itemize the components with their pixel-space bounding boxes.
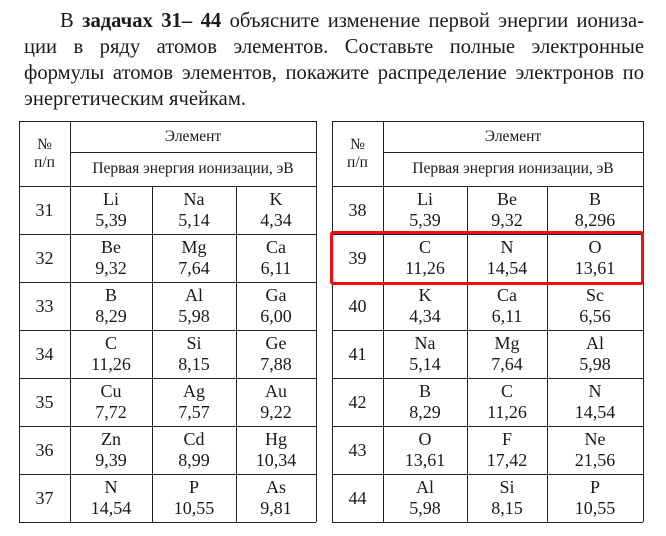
element-symbol: As — [265, 477, 286, 497]
number-sign: № — [350, 135, 365, 153]
element-cell — [383, 378, 467, 426]
element-cell — [547, 186, 643, 234]
element-symbol: Ge — [265, 333, 287, 353]
task-number: 37 — [35, 487, 54, 508]
element-symbol: K — [418, 285, 432, 305]
ionization-energy-value: 7,64 — [491, 354, 523, 374]
ionization-energy-value: 9,32 — [95, 258, 127, 278]
element-symbol: Mg — [181, 237, 207, 257]
element-symbol: Ca — [497, 285, 517, 305]
task-number: 31 — [35, 199, 54, 220]
element-cell — [152, 378, 236, 426]
task-number: 39 — [348, 247, 367, 268]
element-cell — [467, 186, 547, 234]
element-cell — [383, 426, 467, 474]
task-instructions — [24, 8, 644, 112]
element-symbol: C — [418, 237, 431, 257]
element-cell — [236, 330, 316, 378]
task-number: 36 — [35, 439, 54, 460]
row-number-label: п/п — [347, 153, 368, 171]
ionization-energy-value: 8,296 — [574, 210, 616, 230]
ionization-energy-header: Первая энергия ионизации, эВ — [92, 160, 294, 177]
element-symbol: B — [104, 285, 117, 305]
ionization-energy-value: 6,11 — [491, 306, 523, 326]
element-cell — [383, 282, 467, 330]
ionization-energy-value: 9,81 — [260, 498, 292, 518]
ionization-energy-value: 5,98 — [409, 498, 441, 518]
ionization-energy-value: 14,54 — [486, 258, 528, 278]
element-cell — [236, 378, 316, 426]
element-cell — [70, 282, 152, 330]
element-header: Элемент — [484, 127, 542, 145]
ionization-energy-value: 17,42 — [486, 450, 528, 470]
element-header: Элемент — [164, 127, 222, 145]
element-symbol: Na — [183, 189, 205, 209]
element-symbol: N — [588, 381, 602, 401]
element-symbol: C — [500, 381, 513, 401]
row-number-header — [332, 121, 383, 186]
task-number: 33 — [35, 295, 54, 316]
element-cell — [152, 330, 236, 378]
element-symbol: Li — [103, 189, 119, 209]
ionization-energy-value: 10,55 — [574, 498, 616, 518]
element-cell — [467, 330, 547, 378]
element-symbol: Ca — [266, 237, 286, 257]
element-cell — [70, 474, 152, 522]
element-symbol: K — [269, 189, 283, 209]
table-rule — [643, 121, 644, 522]
ionization-energy-value: 8,29 — [409, 402, 441, 422]
ionization-energy-value: 4,34 — [260, 210, 292, 230]
element-symbol: Hg — [265, 429, 287, 449]
element-cell — [547, 378, 643, 426]
ionization-energy-value: 10,34 — [255, 450, 297, 470]
ionization-energy-value: 5,39 — [95, 210, 127, 230]
element-cell — [152, 282, 236, 330]
ionization-energy-value: 13,61 — [574, 258, 616, 278]
element-symbol: Al — [416, 477, 434, 497]
element-symbol: Cu — [100, 381, 122, 401]
row-number-label: п/п — [34, 153, 55, 171]
table-rule — [316, 121, 317, 522]
element-symbol: Si — [499, 477, 515, 497]
intro-text-rest: объясните изменение первой энергии иониза-ции в ряду атомов элементов. Составьте полные электронные формулы атомов элементов, покажите распределение электронов по энергетическим ячейкам. — [24, 10, 645, 110]
ionization-energy-value: 21,56 — [574, 450, 616, 470]
ionization-energy-value: 7,64 — [178, 258, 210, 278]
element-cell — [236, 426, 316, 474]
element-symbol: P — [589, 477, 600, 497]
ionization-energy-value: 7,57 — [178, 402, 210, 422]
ionization-energy-value: 6,11 — [260, 258, 292, 278]
ionization-energy-value: 5,14 — [409, 354, 441, 374]
element-symbol: Au — [265, 381, 287, 401]
element-cell — [236, 474, 316, 522]
element-cell — [70, 426, 152, 474]
element-cell — [547, 426, 643, 474]
element-cell — [70, 234, 152, 282]
element-cell — [152, 426, 236, 474]
element-symbol: Cd — [183, 429, 205, 449]
element-cell — [152, 186, 236, 234]
task-number: 35 — [35, 391, 54, 412]
task-number: 40 — [348, 295, 367, 316]
row-39-highlight — [330, 231, 644, 285]
ionization-energy-value: 7,88 — [260, 354, 292, 374]
ionization-energy-value: 11,26 — [91, 354, 131, 374]
element-symbol: B — [418, 381, 431, 401]
ionization-energy-value: 8,29 — [95, 306, 127, 326]
table-rule — [19, 522, 316, 523]
element-symbol: Ga — [265, 285, 287, 305]
task-number: 42 — [348, 391, 367, 412]
ionization-energy-value: 13,61 — [404, 450, 446, 470]
element-symbol: O — [418, 429, 432, 449]
element-symbol: Ag — [183, 381, 205, 401]
element-symbol: Sc — [586, 285, 604, 305]
intro-text-start: В — [60, 10, 83, 32]
element-symbol: Al — [586, 333, 604, 353]
task-number: 41 — [348, 343, 367, 364]
ionization-energy-value: 6,00 — [260, 306, 292, 326]
ionization-energy-value: 9,32 — [491, 210, 523, 230]
task-range: задачах 31– 44 — [82, 10, 222, 32]
element-symbol: Al — [185, 285, 203, 305]
ionization-energy-value: 5,14 — [178, 210, 210, 230]
ionization-energy-value: 8,99 — [178, 450, 210, 470]
task-number: 44 — [348, 487, 367, 508]
element-cell — [236, 234, 316, 282]
element-cell — [383, 474, 467, 522]
ionization-energy-value: 11,26 — [405, 258, 445, 278]
element-cell — [70, 330, 152, 378]
table-rule — [332, 522, 643, 523]
element-symbol: Be — [497, 189, 517, 209]
element-symbol: N — [500, 237, 514, 257]
task-number: 38 — [348, 199, 367, 220]
ionization-energy-value: 14,54 — [574, 402, 616, 422]
ionization-energy-value: 5,39 — [409, 210, 441, 230]
ionization-energy-value: 10,55 — [173, 498, 215, 518]
element-cell — [467, 474, 547, 522]
element-symbol: Zn — [101, 429, 121, 449]
ionization-energy-value: 6,56 — [579, 306, 611, 326]
element-cell — [70, 378, 152, 426]
ionization-energy-value: 5,98 — [579, 354, 611, 374]
element-cell — [547, 282, 643, 330]
element-symbol: O — [588, 237, 602, 257]
ionization-energy-value: 4,34 — [409, 306, 441, 326]
element-cell — [467, 378, 547, 426]
ionization-energy-value: 9,22 — [260, 402, 292, 422]
element-cell — [383, 330, 467, 378]
element-cell — [547, 330, 643, 378]
element-cell — [547, 474, 643, 522]
element-symbol: P — [188, 477, 199, 497]
ionization-energy-value: 9,39 — [95, 450, 127, 470]
element-cell — [152, 234, 236, 282]
element-symbol: Ne — [584, 429, 606, 449]
element-symbol: Li — [417, 189, 433, 209]
number-sign: № — [37, 135, 52, 153]
element-symbol: C — [104, 333, 117, 353]
element-cell — [383, 186, 467, 234]
task-number: 32 — [35, 247, 54, 268]
element-cell — [236, 186, 316, 234]
ionization-energy-value: 11,26 — [487, 402, 527, 422]
ionization-energy-value: 14,54 — [90, 498, 132, 518]
element-cell — [70, 186, 152, 234]
element-symbol: Na — [414, 333, 436, 353]
ionization-energy-value: 8,15 — [491, 498, 523, 518]
element-symbol: F — [501, 429, 512, 449]
element-cell — [236, 282, 316, 330]
element-symbol: B — [588, 189, 601, 209]
element-symbol: Mg — [494, 333, 520, 353]
task-number: 43 — [348, 439, 367, 460]
element-symbol: Si — [186, 333, 202, 353]
element-cell — [467, 282, 547, 330]
ionization-energy-value: 7,72 — [95, 402, 127, 422]
element-symbol: N — [104, 477, 118, 497]
ionization-energy-value: 8,15 — [178, 354, 210, 374]
ionization-energy-value: 5,98 — [178, 306, 210, 326]
ionization-energy-header: Первая энергия ионизации, эВ — [412, 160, 614, 177]
element-cell — [152, 474, 236, 522]
task-number: 34 — [35, 343, 54, 364]
element-symbol: Be — [101, 237, 121, 257]
row-number-header — [19, 121, 70, 186]
element-cell — [467, 426, 547, 474]
